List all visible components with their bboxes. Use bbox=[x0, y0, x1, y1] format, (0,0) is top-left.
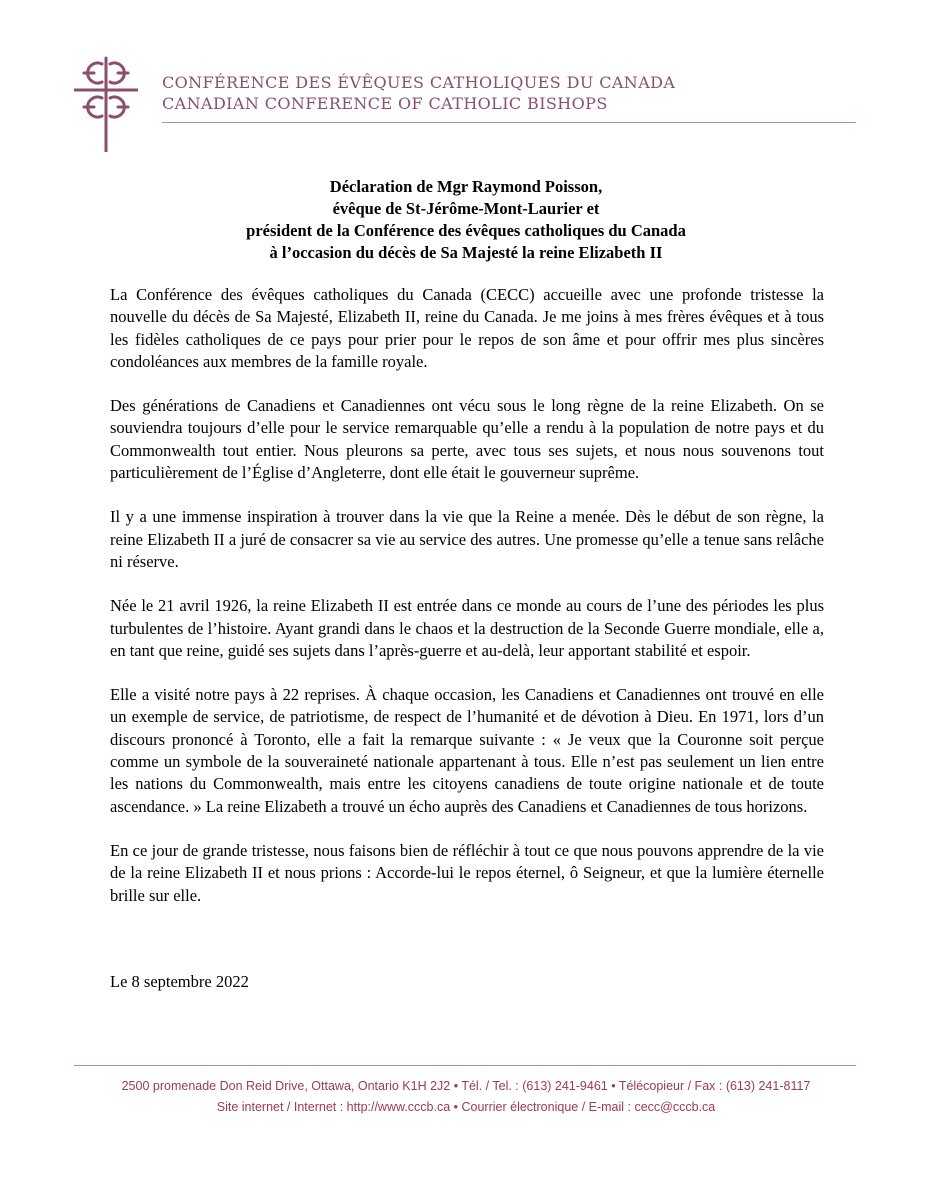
organization-names bbox=[162, 72, 675, 114]
org-name-en: CANADIAN CONFERENCE OF CATHOLIC BISHOPS bbox=[162, 94, 608, 113]
paragraph-4: Née le 21 avril 1926, la reine Elizabeth II est entrée dans ce monde au cours de l’une des périodes les plus turbulentes de l’histoire. Ayant grandi dans le chaos et la destruction de la Seconde Guerre mondiale, elle a, en tant que reine, guidé ses sujets dans l’après-guerre et au-delà, leur apportant stabilité et espoir. bbox=[110, 596, 824, 660]
letterhead bbox=[74, 56, 856, 156]
footer-contact bbox=[60, 1076, 872, 1118]
title-line-1: Déclaration de Mgr Raymond Poisson, bbox=[329, 177, 603, 196]
org-name-fr: CONFÉRENCE DES ÉVÊQUES CATHOLIQUES DU CANADA bbox=[162, 73, 676, 92]
paragraph-1: La Conférence des évêques catholiques du Canada (CECC) accueille avec une profonde tristesse la nouvelle du décès de Sa Majesté, Elizabeth II, reine du Canada. Je me joins à mes frères évêques et à tous les fidèles catholiques de ce pays pour prier pour le repos de son âme et pour offrir mes plus sincères condoléances aux membres de la famille royale. bbox=[110, 285, 824, 371]
paragraph-6: En ce jour de grande tristesse, nous faisons bien de réfléchir à tout ce que nous pouvons apprendre de la vie de la reine Elizabeth II et nous prions : Accorde-lui le repos éternel, ô Seigneur, et que la lumière éternelle brille sur elle. bbox=[110, 840, 824, 905]
footer-web-line: Site internet / Internet : http://www.cccb.ca • Courrier électronique / E-mail : cecc@cccb.ca bbox=[216, 1100, 716, 1114]
statement-date: Le 8 septembre 2022 bbox=[110, 972, 249, 991]
header-divider bbox=[162, 122, 856, 123]
title-line-2: évêque de St-Jérôme-Mont-Laurier et bbox=[332, 199, 600, 218]
statement-title bbox=[110, 176, 822, 264]
cross-monogram-logo-icon bbox=[74, 56, 138, 152]
title-line-4: à l’occasion du décès de Sa Majesté la reine Elizabeth II bbox=[269, 243, 663, 262]
paragraph-3: Il y a une immense inspiration à trouver dans la vie que la Reine a menée. Dès le début de son règne, la reine Elizabeth II a juré de consacrer sa vie au service des autres. Une promesse qu’elle a tenue sans relâche ni réserve. bbox=[110, 507, 824, 571]
footer-address-line: 2500 promenade Don Reid Drive, Ottawa, Ontario K1H 2J2 • Tél. / Tel. : (613) 241-9461 • Télécopieur / Fax : (613) 241-8117 bbox=[121, 1079, 811, 1093]
statement-body bbox=[110, 284, 824, 929]
paragraph-5: Elle a visité notre pays à 22 reprises. À chaque occasion, les Canadiens et Canadiennes ont trouvé en elle un exemple de service, de patriotisme, de respect de l’humanité et de dévotion à Dieu. En 1971, lors d’un discours prononcé à Toronto, elle a fait la remarque suivante : « Je veux que la Couronne soit perçue comme un symbole de la souveraineté nationale appartenant à tous. Elle n’est pas seulement un lien entre les nations du Commonwealth, mais entre les citoyens canadiens de toute origine nationale et de toute ascendance. » La reine Elizabeth a trouvé un écho auprès des Canadiens et Canadiennes de tous horizons. bbox=[110, 685, 824, 816]
footer-divider bbox=[74, 1065, 856, 1066]
paragraph-2: Des générations de Canadiens et Canadiennes ont vécu sous le long règne de la reine Elizabeth. On se souviendra toujours d’elle pour le service remarquable qu’elle a rendu à la population de notre pays et du Commonwealth tout entier. Nous pleurons sa perte, avec tous ses sujets, et nous nous souvenons tout particulièrement de l’Église d’Angleterre, dont elle était le gouverneur suprême. bbox=[110, 396, 824, 483]
title-line-3: président de la Conférence des évêques catholiques du Canada bbox=[246, 221, 686, 240]
